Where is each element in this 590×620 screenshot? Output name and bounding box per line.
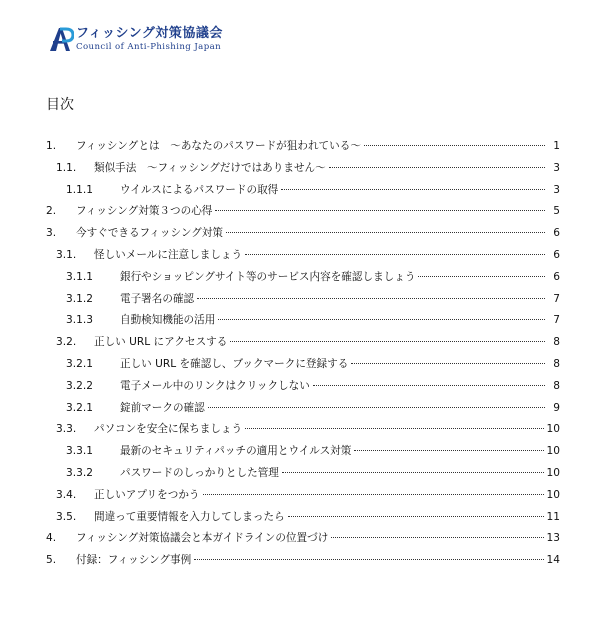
- toc-entry-title: フィッシングとは ～あなたのパスワードが狙われている～: [76, 140, 361, 152]
- toc-entry-title: 怪しいメールに注意しましょう: [94, 248, 243, 261]
- dot-leader: [281, 189, 545, 190]
- toc-entry-number: 1.: [46, 140, 57, 152]
- toc-entry-page: 7: [553, 314, 560, 327]
- dot-leader: [313, 385, 545, 386]
- toc-entry-number: 3.2.1: [66, 401, 93, 414]
- toc-entry-page: 13: [546, 532, 560, 545]
- toc-entry-title: 正しい URL にアクセスする: [94, 336, 228, 349]
- toc-entry-number: 3.2.1: [66, 357, 93, 370]
- toc-entry-title: 銀行やショッピングサイト等のサービス内容を確認しましょう: [120, 270, 416, 283]
- toc-entry-title: 電子メール中のリンクはクリックしない: [120, 379, 310, 392]
- toc-entry-title: 錠前マークの確認: [120, 401, 205, 414]
- toc-entry-title: 間違って重要情報を入力してしまったら: [94, 510, 285, 523]
- toc-entry[interactable]: [46, 465, 560, 487]
- dot-leader: [245, 254, 545, 255]
- dot-leader: [282, 472, 544, 473]
- toc-entry-page: 6: [553, 248, 560, 261]
- toc-entry-page: 3: [553, 183, 560, 196]
- toc-entry-title: 正しい URL を確認し、ブックマークに登録する: [120, 357, 349, 370]
- toc-entry[interactable]: [46, 312, 560, 334]
- toc-entry[interactable]: [46, 530, 560, 552]
- dot-leader: [218, 319, 545, 320]
- toc-entry-page: 8: [553, 357, 560, 370]
- toc-entry-title: 自動検知機能の活用: [120, 314, 216, 327]
- toc-entry-page: 6: [553, 270, 560, 283]
- toc-entry-number: 1.1.: [56, 161, 77, 174]
- dot-leader: [203, 494, 544, 495]
- toc-entry-page: 5: [553, 205, 560, 218]
- council-logo-icon: [48, 25, 74, 53]
- dot-leader: [245, 428, 543, 429]
- dot-leader: [418, 276, 545, 277]
- org-name-jp: フィッシング対策協議会: [76, 25, 223, 41]
- toc-entry-number: 3.1.2: [66, 292, 93, 305]
- toc-entry-title: 電子署名の確認: [120, 292, 195, 305]
- toc-entry-title: フィッシング対策協議会と本ガイドラインの位置づけ: [76, 532, 329, 545]
- toc-entry[interactable]: [46, 378, 560, 400]
- dot-leader: [329, 167, 545, 168]
- toc-entry-number: 3.3.: [56, 423, 77, 436]
- toc-entry[interactable]: [46, 160, 560, 182]
- toc-entry-number: 3.2.: [56, 336, 77, 349]
- toc-entry-number: 3.3.1: [66, 445, 93, 458]
- toc-entry[interactable]: [46, 269, 560, 291]
- toc-entry-number: 3.1.: [56, 248, 77, 261]
- toc-entry[interactable]: [46, 247, 560, 269]
- dot-leader: [194, 559, 543, 560]
- toc-title: 目次: [46, 97, 74, 113]
- toc-entry[interactable]: [46, 356, 560, 378]
- toc-entry-number: 3.4.: [56, 488, 77, 501]
- toc-entry-title: 類似手法 ～フィッシングだけではありません～: [94, 161, 326, 174]
- toc-entry-page: 8: [553, 336, 560, 349]
- toc-entry-page: 10: [546, 445, 560, 458]
- dot-leader: [331, 537, 543, 538]
- toc-entry[interactable]: [46, 487, 560, 509]
- toc-entry-number: 2.: [46, 205, 57, 218]
- dot-leader: [208, 407, 545, 408]
- dot-leader: [197, 298, 545, 299]
- toc-entry[interactable]: [46, 509, 560, 531]
- dot-leader: [288, 516, 544, 517]
- toc-entry-number: 3.: [46, 227, 57, 240]
- toc-entry[interactable]: [46, 443, 560, 465]
- toc-entry[interactable]: [46, 225, 560, 247]
- toc-entry-title: 付録：フィッシング事例: [76, 554, 192, 567]
- toc-entry-page: 9: [553, 401, 560, 414]
- toc-entry-title: 最新のセキュリティパッチの適用とウイルス対策: [120, 445, 352, 458]
- toc-entry-page: 14: [546, 554, 560, 567]
- toc-entry-number: 3.1.3: [66, 314, 93, 327]
- dot-leader: [364, 145, 545, 146]
- header: [48, 22, 223, 56]
- toc-entry-page: 1: [553, 140, 560, 152]
- table-of-contents: [46, 138, 560, 574]
- dot-leader: [226, 232, 545, 233]
- toc-entry-page: 6: [553, 227, 560, 240]
- toc-entry-page: 7: [553, 292, 560, 305]
- toc-entry[interactable]: [46, 400, 560, 422]
- toc-entry-title: 今すぐできるフィッシング対策: [76, 227, 223, 240]
- dot-leader: [230, 341, 545, 342]
- toc-entry-title: フィッシング対策３つの心得: [76, 205, 213, 218]
- toc-entry-page: 8: [553, 379, 560, 392]
- toc-entry-number: 3.3.2: [66, 466, 93, 479]
- org-name-en: Council of Anti-Phishing Japan: [76, 41, 222, 52]
- toc-entry-number: 3.1.1: [66, 270, 93, 283]
- toc-entry-page: 10: [546, 488, 560, 501]
- toc-entry-title: パスワードのしっかりとした管理: [120, 466, 279, 479]
- toc-entry-page: 10: [546, 466, 560, 479]
- dot-leader: [215, 210, 545, 211]
- toc-entry[interactable]: [46, 291, 560, 313]
- toc-entry[interactable]: [46, 421, 560, 443]
- toc-entry-number: 3.5.: [56, 510, 77, 523]
- toc-entry-number: 3.2.2: [66, 379, 93, 392]
- toc-entry-number: 4.: [46, 532, 57, 545]
- toc-entry-number: 5.: [46, 554, 57, 567]
- toc-entry-title: パソコンを安全に保ちましょう: [94, 423, 243, 436]
- dot-leader: [351, 363, 545, 364]
- toc-entry-page: 10: [546, 423, 560, 436]
- toc-entry-title: ウイルスによるパスワードの取得: [120, 183, 279, 196]
- toc-entry-title: 正しいアプリをつかう: [94, 488, 200, 501]
- toc-entry[interactable]: [46, 138, 560, 160]
- toc-entry-page: 11: [546, 510, 560, 523]
- toc-entry[interactable]: [46, 182, 560, 204]
- toc-entry-number: 1.1.1: [66, 183, 93, 196]
- toc-entry-page: 3: [553, 161, 560, 174]
- dot-leader: [354, 450, 543, 451]
- toc-entry[interactable]: [46, 552, 560, 574]
- toc-entry[interactable]: [46, 334, 560, 356]
- toc-entry[interactable]: [46, 203, 560, 225]
